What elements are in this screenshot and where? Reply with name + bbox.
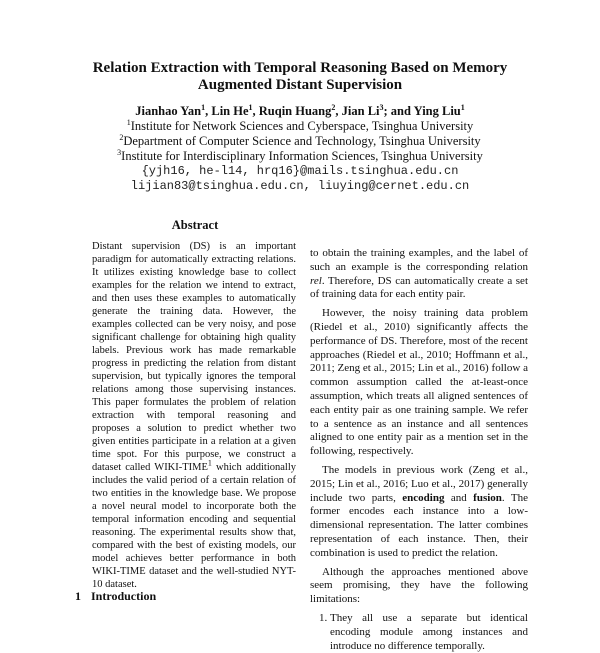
author-name: Jian Li <box>341 104 380 118</box>
author-name: Ruqin Huang <box>258 104 332 118</box>
author-sup: 2 <box>331 102 336 112</box>
text-run: The models in previous work (Zeng et al., 2015; Lin et al., 2016; Luo et al., 2017) generally include two parts, <box>310 463 528 504</box>
abstract-paragraph <box>92 240 296 591</box>
right-paragraph-4: Although the approaches mentioned above seem promising, they have the following limitations: <box>310 565 528 606</box>
text-run: . The former encodes each instance into a low-dimensional representation. The latter combines representation of each instance. Then, their combination is used to predict the relation. <box>310 491 528 559</box>
limitations-list <box>310 612 528 653</box>
intro-title: Introduction <box>91 589 157 603</box>
affiliation-text: Department of Computer Science and Technology, Tsinghua University <box>123 134 481 148</box>
author-sup: 3 <box>379 102 384 112</box>
bold-encoding: encoding <box>402 491 445 504</box>
affiliation-text: Institute for Interdisciplinary Information Sciences, Tsinghua University <box>121 149 483 163</box>
right-column <box>310 247 528 653</box>
italic-rel: rel <box>310 274 322 287</box>
abstract-heading: Abstract <box>171 218 219 232</box>
affiliation-3 <box>60 149 540 164</box>
list-item: 1. They all use a separate but identical encoding module among instances and introduce no difference temporally. <box>330 612 528 653</box>
title-line-2: Augmented Distant Supervision <box>197 77 403 93</box>
text-run: . Therefore, DS can automatically create a set of training data for each entity pair. <box>310 274 528 301</box>
author-name: Jianhao Yan <box>135 104 202 118</box>
affiliation-sup: 3 <box>117 147 122 157</box>
author-sep: ; and <box>383 104 414 118</box>
footnote-marker: 1 <box>207 458 212 468</box>
text-run: and <box>444 491 474 504</box>
affiliation-sup: 1 <box>126 117 131 127</box>
author-sep: , <box>252 104 259 118</box>
affiliation-sup: 2 <box>119 132 124 142</box>
affiliation-2 <box>60 134 540 149</box>
abstract-text-2: which additionally includes the valid period of a certain relation of two entities in the knowledge base. We propose a novel neural model to incorporate both the temporal information encoding and sequential reasoning. The experimental results show that, compared with the best of existing models, our model achieves better performance in both WIKI-TIME dataset and the well-studied NYT-10 dataset. <box>92 462 296 590</box>
email-line-2: lijian83@tsinghua.edu.cn, liuying@cernet.edu.cn <box>130 179 470 193</box>
abstract-text-1: Distant supervision (DS) is an important paradigm for automatically extracting relations. It utilizes existing knowledge base to collect examples for the relation we intend to extract, and then uses these examples to automatically generate the training data. However, the examples collected can be very noisy, and pose significant challenge for obtaining high quality labels. Previous work has made remarkable progress in predicting the relation from distant supervision, but typically ignores the temporal relations among those supervising instances. This paper formulates the problem of relation extraction with temporal reasoning and proposes a solution to predict whether two given entities participate in a relation at a given time spot. For this purpose, we construct a dataset called WIKI-TIME <box>92 241 296 473</box>
right-paragraph-3 <box>310 464 528 561</box>
paper-title <box>60 60 540 94</box>
author-block <box>60 104 540 194</box>
title-line-1: Relation Extraction with Temporal Reasoning Based on Memory <box>92 60 508 76</box>
author-sep: , <box>335 104 342 118</box>
intro-heading <box>75 589 166 604</box>
author-sep: , <box>205 104 212 118</box>
email-line-1: {yjh16, he-l14, hrq16}@mails.tsinghua.edu.cn <box>141 164 459 178</box>
author-sup: 1 <box>248 102 253 112</box>
abstract-body <box>92 240 296 591</box>
bold-fusion: fusion <box>473 491 502 504</box>
author-sup: 1 <box>201 102 206 112</box>
author-name: Ying Liu <box>413 104 461 118</box>
right-paragraph-2: However, the noisy training data problem (Riedel et al., 2010) significantly affects the performance of DS. Therefore, most of the recent approaches (Riedel et al., 2010; Hoffmann et al., 2011; Zeng et al., 2015; Lin et al., 2016) follow a common assumption called the at-least-once assumption, which treats all aligned sentences of each entity pair as one training sample. We refer to a sentence as an instance and all sentences aligned to one entity pair as a mention set in the following, respectively. <box>310 307 528 458</box>
affiliation-text: Institute for Network Sciences and Cyberspace, Tsinghua University <box>130 119 474 133</box>
author-sup: 1 <box>460 102 465 112</box>
intro-number: 1 <box>75 589 81 603</box>
author-names <box>60 104 540 119</box>
affiliation-1 <box>60 119 540 134</box>
text-run: to obtain the training examples, and the label of such an example is the corresponding relation <box>310 247 528 273</box>
right-paragraph-1 <box>310 247 528 302</box>
author-name: Lin He <box>211 104 249 118</box>
